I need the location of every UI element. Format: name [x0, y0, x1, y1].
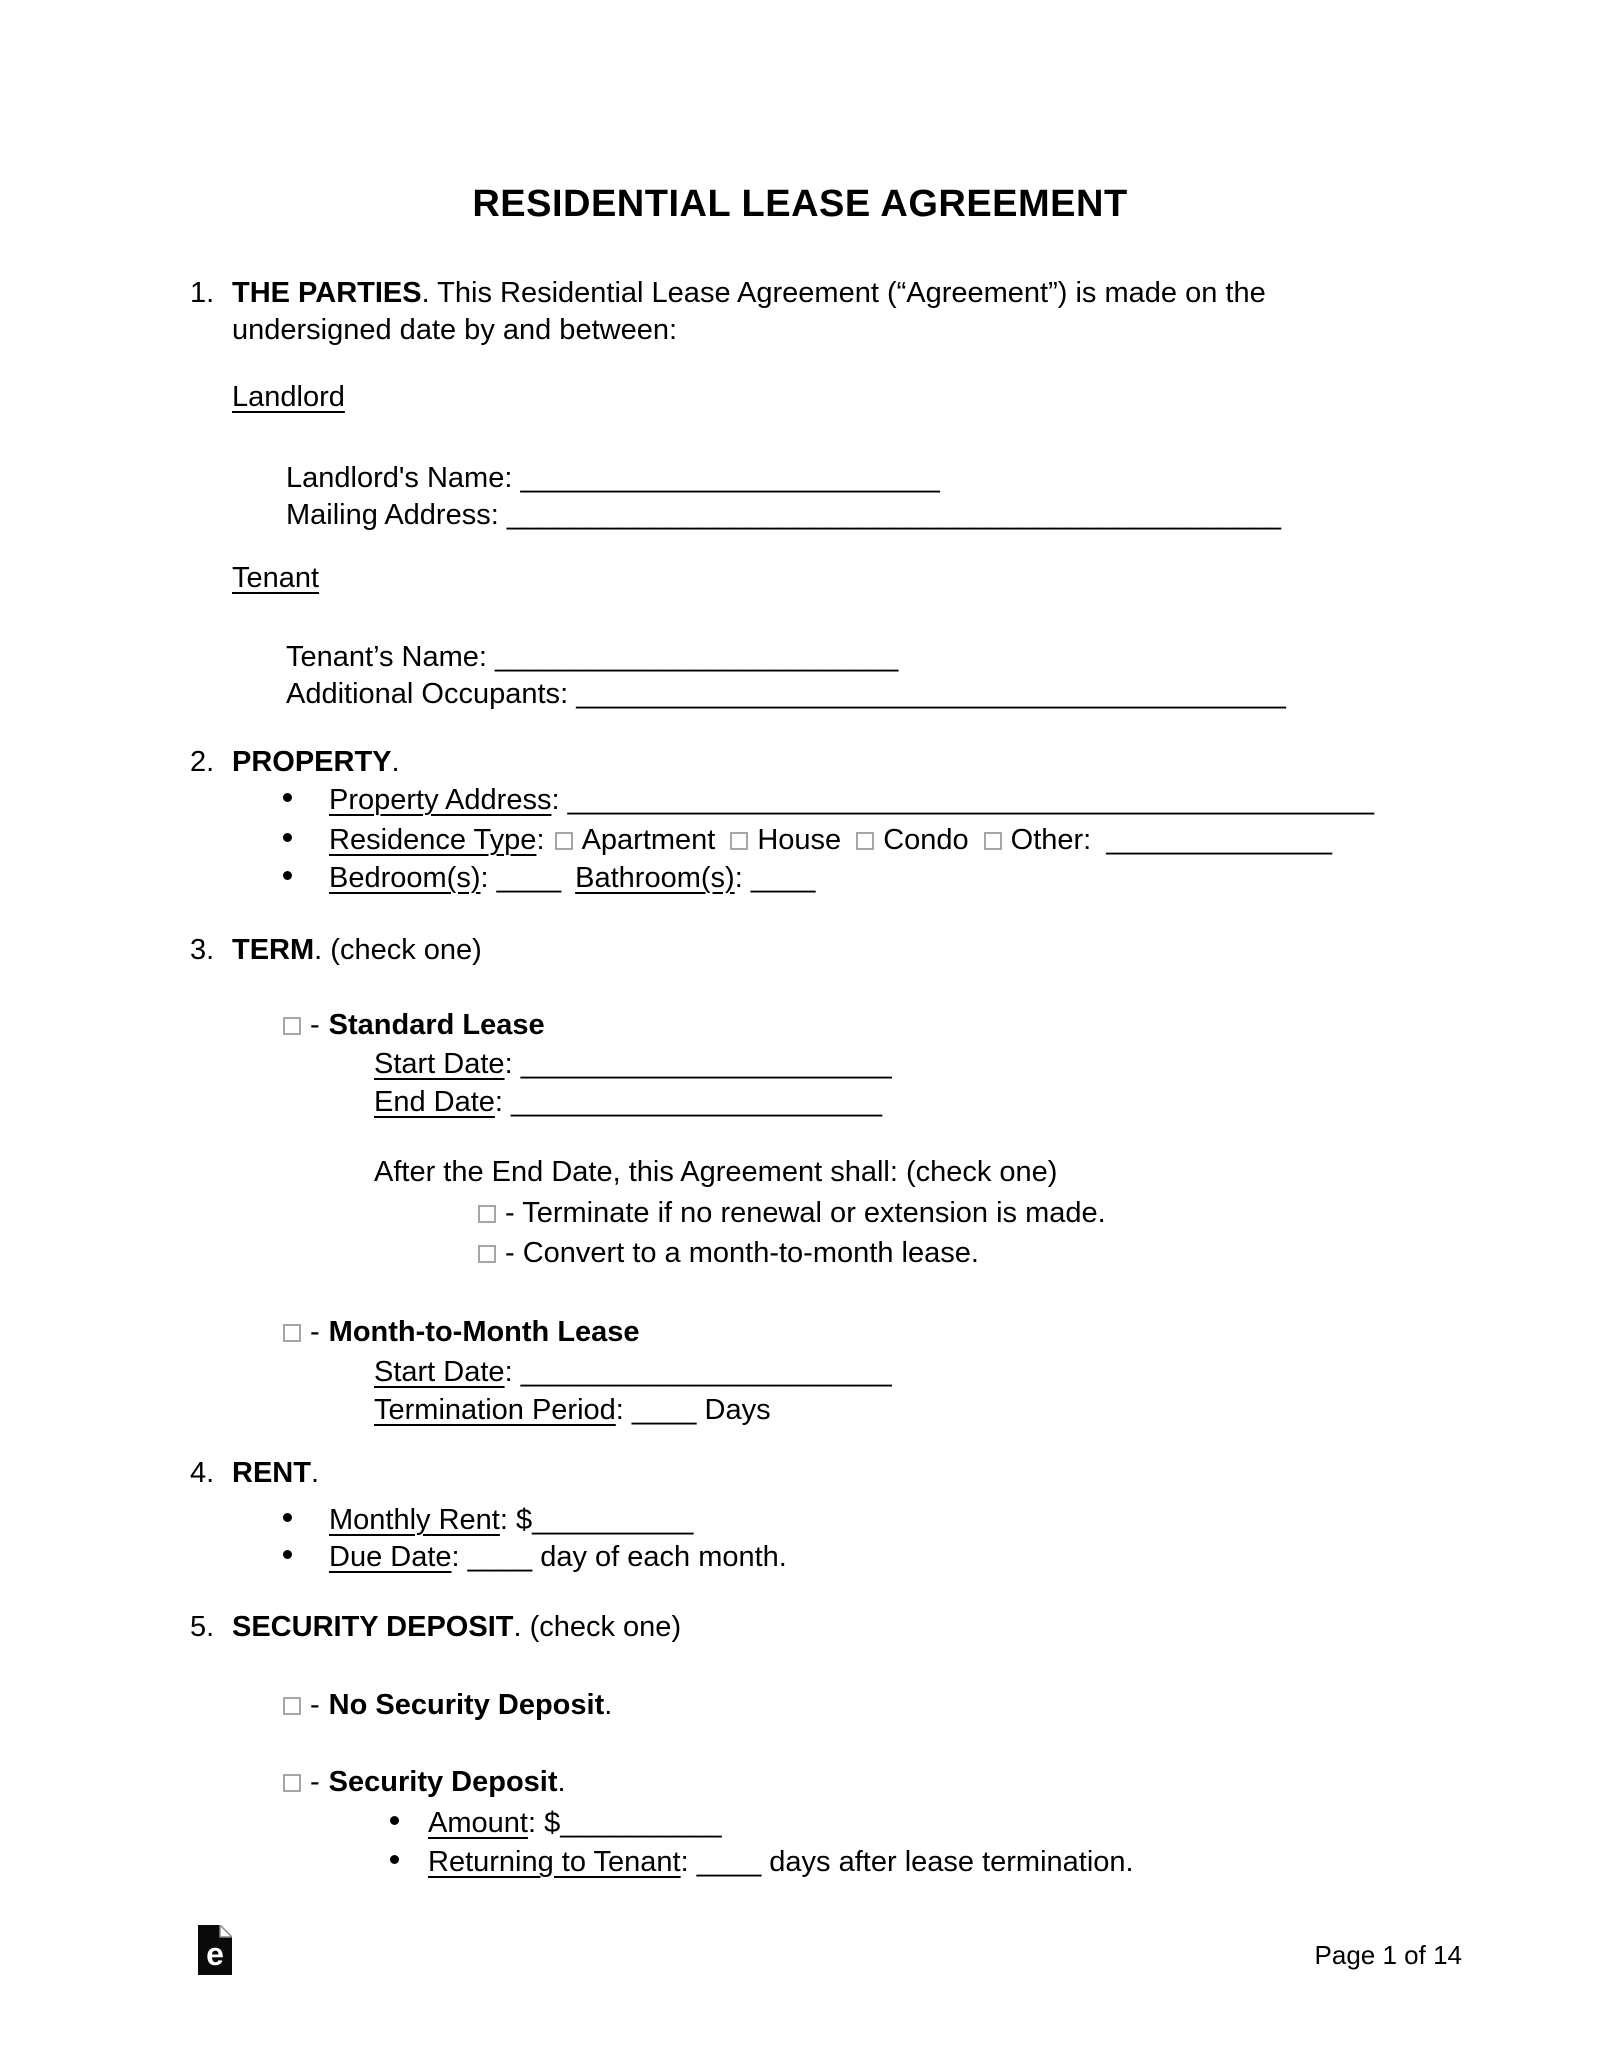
landlord-heading-line — [232, 380, 345, 414]
term-section-line — [190, 933, 482, 967]
bullet-icon — [283, 1550, 292, 1559]
residence-option-house — [730, 824, 841, 856]
dash: - — [310, 1689, 320, 1721]
property-address-blank[interactable]: __________________________________________________ — [567, 784, 1374, 816]
section-number: 4. — [190, 1457, 215, 1489]
due-date-suffix: day of each month. — [532, 1541, 787, 1573]
apartment-label: Apartment — [581, 824, 716, 856]
residence-type-line — [283, 823, 1332, 857]
landlord-name-blank[interactable]: __________________________ — [520, 462, 940, 494]
colon: : — [551, 784, 568, 816]
start-date-label: Start Date — [374, 1356, 505, 1388]
dash: - — [310, 1316, 320, 1348]
tenant-name-blank[interactable]: _________________________ — [495, 641, 899, 673]
after-end-date-line — [374, 1155, 1057, 1189]
house-checkbox[interactable] — [730, 832, 748, 850]
colon: : — [504, 1356, 521, 1388]
standard-start-date-blank[interactable]: _______________________ — [520, 1048, 892, 1080]
month-to-month-line — [283, 1315, 640, 1349]
deposit-option-line — [283, 1765, 566, 1799]
residence-option-other — [984, 824, 1092, 856]
section-heading: PROPERTY — [232, 746, 392, 778]
parties-intro-text-2: undersigned date by and between: — [232, 314, 678, 346]
amount-blank[interactable]: __________ — [560, 1807, 722, 1839]
colon: : — [734, 862, 751, 894]
colon: : — [504, 462, 521, 494]
bathrooms-blank[interactable]: ____ — [750, 862, 816, 894]
property-section-line — [190, 745, 400, 779]
period: . — [557, 1766, 566, 1798]
residence-type-label: Residence Type — [329, 824, 537, 856]
tenant-heading: Tenant — [232, 562, 320, 594]
other-checkbox[interactable] — [984, 832, 1002, 850]
section-heading: TERM — [232, 934, 315, 966]
termination-period-line — [374, 1393, 771, 1427]
page-title: RESIDENTIAL LEASE AGREEMENT — [472, 183, 1128, 225]
convert-option-label: - Convert to a month-to-month lease. — [505, 1237, 979, 1269]
condo-checkbox[interactable] — [856, 832, 874, 850]
colon: : — [680, 1846, 697, 1878]
other-blank[interactable]: ______________ — [1106, 824, 1333, 856]
monthly-rent-line — [283, 1503, 693, 1537]
period: . — [604, 1689, 613, 1721]
landlord-name-line — [286, 461, 940, 495]
month-to-month-checkbox[interactable] — [283, 1324, 301, 1342]
terminate-option-line — [478, 1196, 1106, 1230]
start-date-label: Start Date — [374, 1048, 505, 1080]
dash: - — [310, 1009, 320, 1041]
no-deposit-label: No Security Deposit — [328, 1689, 605, 1721]
parties-intro-line-2 — [232, 313, 677, 347]
colon: : — [451, 1541, 468, 1573]
bullet-icon — [390, 1855, 399, 1864]
section-heading: THE PARTIES — [232, 277, 422, 309]
due-date-blank[interactable]: ____ — [467, 1541, 533, 1573]
svg-text:e: e — [206, 1936, 224, 1972]
residence-option-apartment — [555, 824, 716, 856]
no-deposit-line — [283, 1688, 612, 1722]
condo-label: Condo — [883, 824, 969, 856]
colon: : — [494, 1086, 512, 1118]
deposit-label: Security Deposit — [328, 1766, 558, 1798]
returning-line — [390, 1845, 1134, 1879]
section-number: 2. — [190, 746, 215, 778]
due-date-label: Due Date — [329, 1541, 452, 1573]
standard-end-date-blank[interactable]: _______________________ — [511, 1086, 883, 1118]
standard-lease-label: Standard Lease — [328, 1009, 545, 1041]
period: . — [391, 746, 400, 778]
month-to-month-label: Month-to-Month Lease — [328, 1316, 640, 1348]
section-number: 5. — [190, 1611, 215, 1643]
mailing-address-blank[interactable]: ________________________________________________ — [506, 499, 1282, 531]
tenant-heading-line — [232, 561, 319, 595]
bedrooms-bathrooms-line — [283, 861, 815, 895]
colon: : — [560, 678, 577, 710]
tenant-name-line — [286, 640, 898, 674]
section-number: 1. — [190, 277, 215, 309]
parties-section-line — [190, 276, 1266, 310]
section-heading: RENT — [232, 1457, 311, 1489]
no-deposit-checkbox[interactable] — [283, 1697, 301, 1715]
standard-lease-checkbox[interactable] — [283, 1017, 301, 1035]
bedrooms-blank[interactable]: ____ — [496, 862, 562, 894]
due-date-line — [283, 1540, 787, 1574]
deposit-check-one: . (check one) — [513, 1611, 682, 1643]
colon-dollar: : $ — [527, 1807, 561, 1839]
additional-occupants-line — [286, 677, 1286, 711]
monthly-rent-blank[interactable]: __________ — [532, 1504, 694, 1536]
bullet-icon — [390, 1816, 399, 1825]
standard-lease-line — [283, 1008, 545, 1042]
days-suffix: Days — [696, 1394, 771, 1426]
landlord-name-label: Landlord's Name — [286, 462, 505, 494]
standard-start-date-line — [374, 1047, 892, 1081]
other-label: Other: — [1010, 824, 1092, 856]
term-check-one: . (check one) — [314, 934, 482, 966]
after-end-date-text: After the End Date, this Agreement shall: (check one) — [374, 1156, 1058, 1188]
period: . — [310, 1457, 320, 1489]
section-number: 3. — [190, 934, 215, 966]
bathrooms-label: Bathroom(s) — [575, 862, 735, 894]
bullet-icon — [283, 1513, 292, 1522]
additional-occupants-blank[interactable]: ____________________________________________ — [576, 678, 1286, 710]
eforms-logo-icon — [198, 1925, 232, 1975]
apartment-checkbox[interactable] — [555, 832, 573, 850]
residence-option-condo — [856, 824, 968, 856]
deposit-checkbox[interactable] — [283, 1774, 301, 1792]
bullet-icon — [283, 871, 292, 880]
amount-label: Amount — [428, 1807, 528, 1839]
additional-occupants-label: Additional Occupants — [286, 678, 561, 710]
convert-option-line — [478, 1236, 979, 1270]
end-date-label: End Date — [374, 1086, 495, 1118]
colon: : — [615, 1394, 632, 1426]
colon: : — [490, 499, 507, 531]
termination-period-blank[interactable]: ____ — [631, 1394, 697, 1426]
parties-intro-text: . This Residential Lease Agreement (“Agreement”) is made on the — [421, 277, 1266, 309]
rent-section-line — [190, 1456, 320, 1490]
terminate-checkbox[interactable] — [478, 1205, 496, 1223]
dash: - — [310, 1766, 320, 1798]
colon: : — [504, 1048, 521, 1080]
m2m-start-date-line — [374, 1355, 892, 1389]
bullet-icon — [283, 793, 292, 802]
colon-dollar: : $ — [499, 1504, 533, 1536]
deposit-amount-line — [390, 1806, 722, 1840]
property-address-label: Property Address — [329, 784, 552, 816]
terminate-option-label: - Terminate if no renewal or extension is made. — [505, 1197, 1106, 1229]
convert-checkbox[interactable] — [478, 1245, 496, 1263]
deposit-section-line — [190, 1610, 682, 1644]
mailing-address-label: Mailing Address — [286, 499, 491, 531]
bedrooms-label: Bedroom(s) — [329, 862, 481, 894]
returning-label: Returning to Tenant — [428, 1846, 681, 1878]
landlord-heading: Landlord — [232, 381, 345, 413]
mailing-address-line — [286, 498, 1281, 532]
colon: : — [480, 862, 497, 894]
section-heading: SECURITY DEPOSIT — [232, 1611, 514, 1643]
property-address-line — [283, 783, 1374, 817]
house-label: House — [757, 824, 842, 856]
termination-period-label: Termination Period — [374, 1394, 616, 1426]
page-number: Page 1 of 14 — [1314, 1940, 1462, 1970]
tenant-name-label: Tenant’s Name — [286, 641, 479, 673]
monthly-rent-label: Monthly Rent — [329, 1504, 500, 1536]
colon: : — [536, 824, 553, 856]
standard-end-date-line — [374, 1085, 882, 1119]
returning-blank[interactable]: ____ — [696, 1846, 762, 1878]
bullet-icon — [283, 833, 292, 842]
returning-suffix: days after lease termination. — [761, 1846, 1134, 1878]
colon: : — [478, 641, 496, 673]
m2m-start-date-blank[interactable]: _______________________ — [520, 1356, 892, 1388]
